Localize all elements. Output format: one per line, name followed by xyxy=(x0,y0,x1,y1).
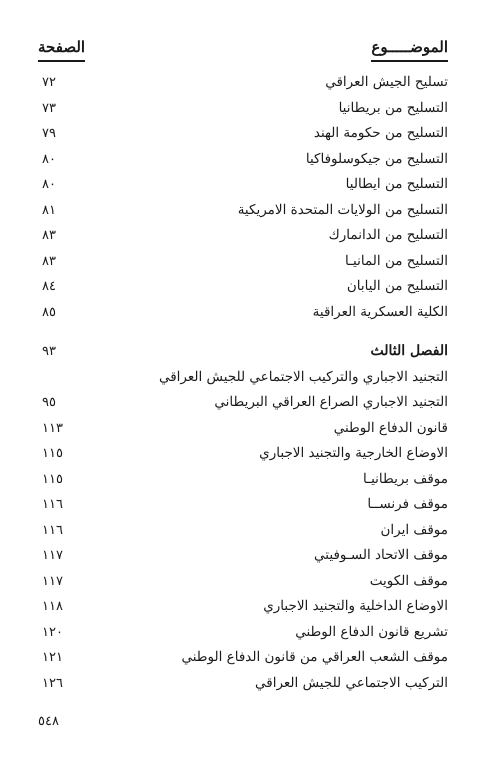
toc-entry xyxy=(40,645,448,671)
entry-page: ٨٠ xyxy=(42,151,56,167)
toc-entry xyxy=(40,223,448,249)
header-page: الصفحة xyxy=(38,38,85,62)
toc-entry xyxy=(40,121,448,147)
toc-entry xyxy=(40,492,448,518)
entry-page: ٧٣ xyxy=(42,100,56,116)
entry-page: ٧٩ xyxy=(42,126,56,141)
toc-entry xyxy=(40,365,448,391)
entry-title: التسليح من ايطاليا xyxy=(345,176,448,192)
toc-entry xyxy=(40,172,448,198)
toc-entry xyxy=(40,416,448,442)
chapter-heading xyxy=(40,339,448,365)
entry-title: التسليح من المانيـا xyxy=(344,252,448,269)
entry-title: التسليح من الدانمارك xyxy=(328,227,448,243)
toc-entry xyxy=(40,518,448,544)
entry-title: الاوضاع الداخلية والتجنيد الاجباري xyxy=(263,598,448,614)
header-topic: الموضـــــوع xyxy=(371,38,448,62)
entry-title: موقف فرنســا xyxy=(367,496,448,512)
entry-title: التجنيد الاجباري والتركيب الاجتماعي للجيش العراقي xyxy=(158,368,448,385)
entry-page: ٨٠ xyxy=(42,177,56,192)
entry-title: تسليح الجيش العراقي xyxy=(325,74,448,90)
entry-page: ٨٤ xyxy=(42,279,56,294)
entry-page: ٨٥ xyxy=(42,304,56,320)
entry-title: موقف الكويت xyxy=(369,572,448,589)
toc-entry xyxy=(40,569,448,595)
toc-header xyxy=(38,38,448,68)
entry-page: ١١٧ xyxy=(42,573,63,589)
entry-page: ١١٨ xyxy=(42,599,63,614)
entry-page: ٧٢ xyxy=(42,75,56,90)
toc-entry xyxy=(40,594,448,620)
entry-title: قانون الدفاع الوطني xyxy=(333,419,448,436)
chapter-title: الفصل الثالث xyxy=(370,343,448,359)
entry-page: ١١٣ xyxy=(42,420,63,436)
toc-entry xyxy=(40,300,448,326)
toc-list xyxy=(40,70,448,696)
entry-page: ١١٦ xyxy=(42,497,63,512)
entry-page: ٨٣ xyxy=(42,253,56,269)
entry-page: ١١٧ xyxy=(42,548,63,563)
entry-page: ١١٥ xyxy=(42,471,63,487)
toc-entry xyxy=(40,274,448,300)
entry-title: التسليح من اليابان xyxy=(346,278,448,294)
entry-title: الاوضاع الخارجية والتجنيد الاجباري xyxy=(259,445,448,461)
entry-title: التجنيد الاجباري الصراع العراقي البريطاني xyxy=(214,394,448,410)
toc-entry xyxy=(40,671,448,697)
toc-entry xyxy=(40,620,448,646)
entry-title: موقف ايران xyxy=(380,521,448,538)
toc-entry xyxy=(40,543,448,569)
entry-page: ٨١ xyxy=(42,202,56,218)
toc-entry xyxy=(40,96,448,122)
entry-page: ١١٥ xyxy=(42,446,63,461)
chapter-page: ٩٣ xyxy=(42,344,56,359)
page-number: ٥٤٨ xyxy=(38,714,59,729)
entry-page: ١٢١ xyxy=(42,650,63,665)
entry-title: التسليح من حكومة الهند xyxy=(313,125,448,141)
entry-page: ٨٣ xyxy=(42,228,56,243)
entry-title: التسليح من جيكوسلوفاكيا xyxy=(305,150,448,167)
entry-page: ١٢٠ xyxy=(42,624,63,640)
toc-entry xyxy=(40,249,448,275)
entry-title: الكلية العسكرية العراقية xyxy=(312,303,448,320)
entry-title: موقف الاتحاد السـوفيتي xyxy=(314,547,448,563)
entry-page: ١٢٦ xyxy=(42,675,63,691)
entry-page: ١١٦ xyxy=(42,522,63,538)
entry-title: التركيب الاجتماعي للجيش العراقي xyxy=(255,674,448,691)
toc-entry xyxy=(40,70,448,96)
entry-title: التسليح من بريطانيا xyxy=(338,99,448,116)
entry-title: موقف الشعب العراقي من قانون الدفاع الوطني xyxy=(181,649,448,665)
toc-entry xyxy=(40,390,448,416)
entry-page: ٩٥ xyxy=(42,395,56,410)
entry-title: تشريع قانون الدفاع الوطني xyxy=(295,623,448,640)
entry-title: موقف بريطانيـا xyxy=(363,470,448,487)
section-gap xyxy=(40,325,448,339)
toc-entry xyxy=(40,198,448,224)
entry-title: التسليح من الولايات المتحدة الامريكية xyxy=(237,201,448,218)
toc-entry xyxy=(40,441,448,467)
toc-entry xyxy=(40,147,448,173)
toc-entry xyxy=(40,467,448,493)
